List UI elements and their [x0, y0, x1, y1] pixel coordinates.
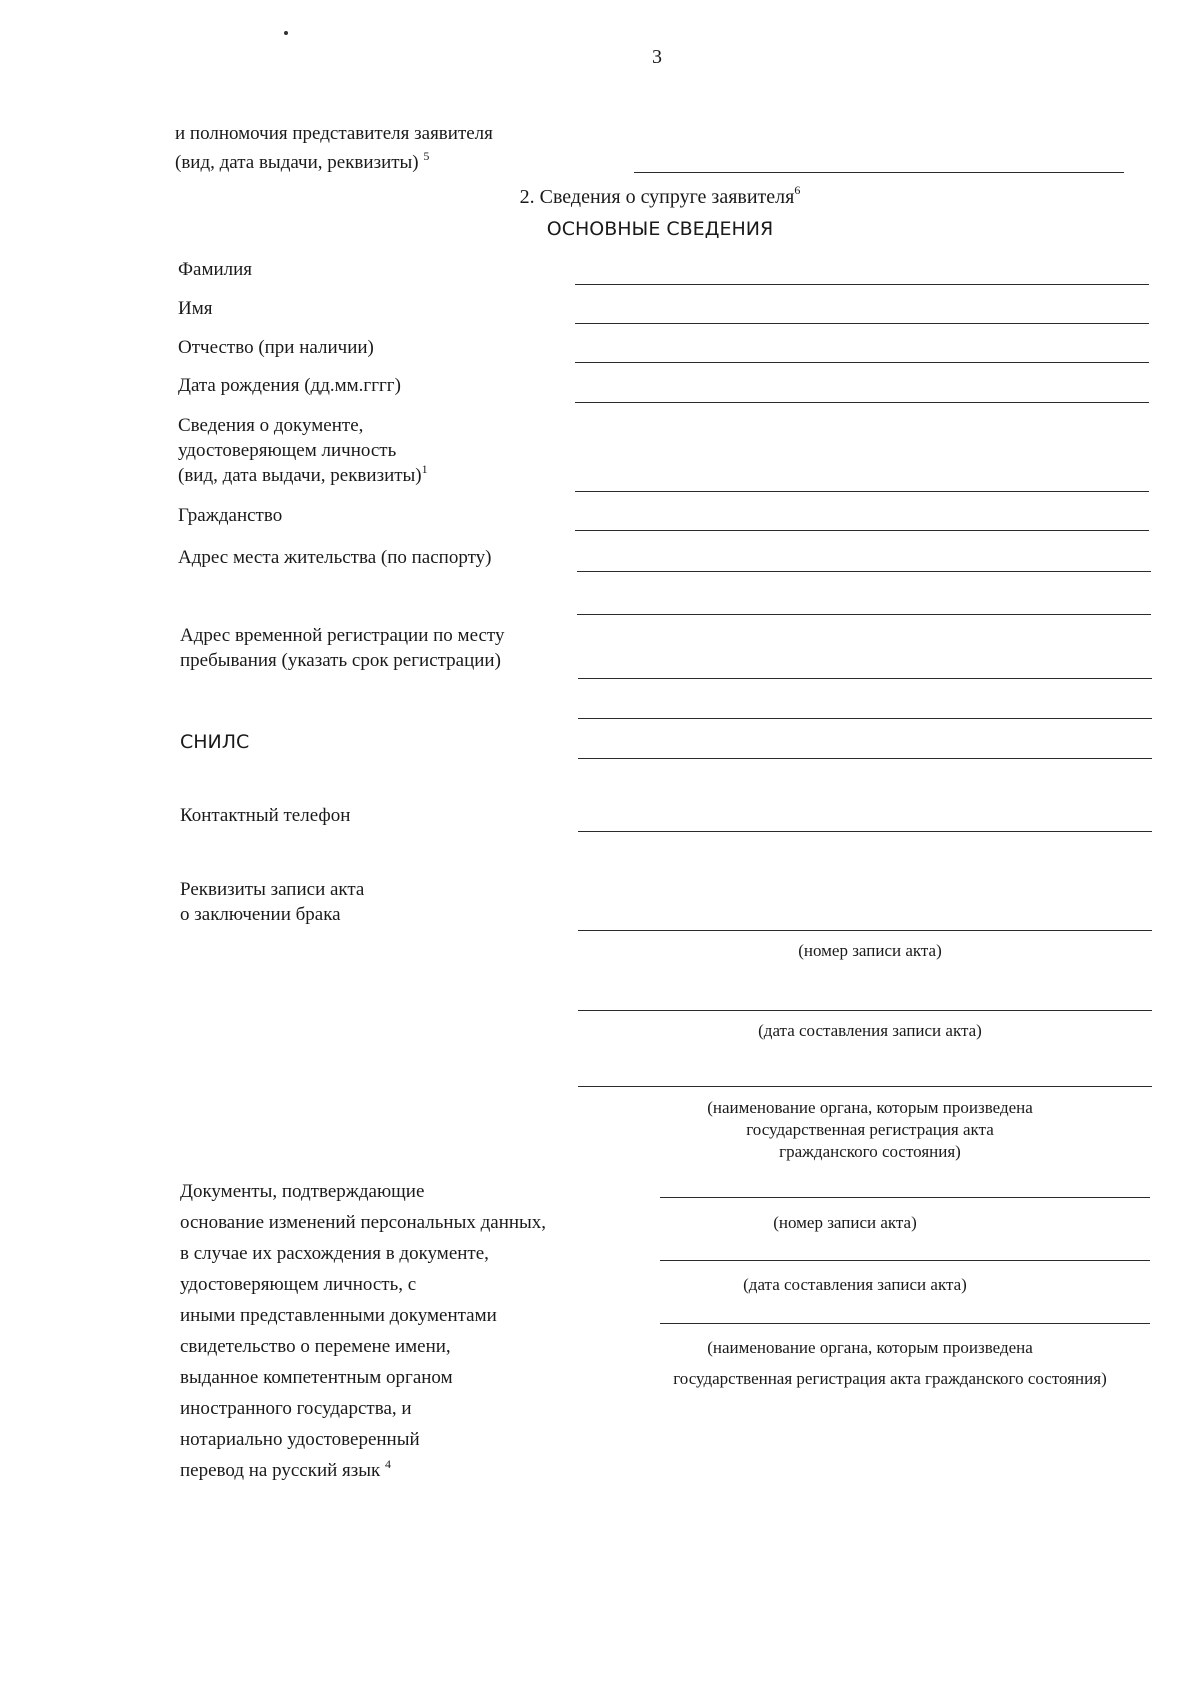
documents-label-line: основание изменений персональных данных,: [180, 1212, 547, 1233]
rep-powers-line[interactable]: [634, 172, 1124, 173]
documents-label-line: нотариально удостоверенный: [180, 1429, 420, 1450]
phone-line[interactable]: [578, 831, 1152, 832]
residence-line-2[interactable]: [577, 614, 1151, 615]
temp-reg-line-1[interactable]: [578, 678, 1152, 679]
section-title: 2. Сведения о супруге заявителя$^6$: [519, 183, 801, 208]
temp-reg-label-line1: Адрес временной регистрации по месту: [180, 625, 505, 646]
documents-label-line: в случае их расхождения в документе,: [180, 1243, 489, 1264]
phone-label: Контактный телефон: [180, 805, 351, 826]
documents-label-line: иными представленными документами: [180, 1305, 497, 1326]
documents-record-date-line[interactable]: [660, 1260, 1150, 1261]
documents-authority-caption-line2: государственная регистрация акта гражданского состояния): [673, 1369, 1107, 1388]
marriage-record-date-line[interactable]: [578, 1010, 1152, 1011]
documents-record-date-caption: (дата составления записи акта): [743, 1275, 967, 1294]
surname-label: Фамилия: [178, 259, 253, 280]
documents-label-line: выданное компетентным органом: [180, 1367, 453, 1388]
documents-label-line: иностранного государства, и: [180, 1398, 412, 1419]
page-number: 3: [652, 46, 662, 68]
residence-label: Адрес места жительства (по паспорту): [178, 547, 492, 568]
documents-label-last-line: перевод на русский язык $^4$: [180, 1456, 392, 1481]
marriage-authority-caption-line1: (наименование органа, которым произведена: [707, 1098, 1033, 1117]
patronymic-line[interactable]: [575, 362, 1149, 363]
marriage-authority-caption-line2: государственная регистрация акта: [746, 1120, 994, 1139]
snils-label: СНИЛС: [180, 731, 250, 753]
documents-label-line: Документы, подтверждающие: [180, 1181, 425, 1202]
marriage-authority-line[interactable]: [578, 1086, 1152, 1087]
documents-label-line: удостоверяющем личность, с: [180, 1274, 417, 1295]
footnote-ref: 5: [423, 148, 430, 163]
surname-line[interactable]: [575, 284, 1149, 285]
snils-line[interactable]: [578, 758, 1152, 759]
footnote-ref: 6: [794, 183, 801, 198]
name-line[interactable]: [575, 323, 1149, 324]
id-doc-label-line1: Сведения о документе,: [178, 415, 364, 436]
footnote-ref: 1: [421, 461, 428, 476]
documents-authority-caption-line1: (наименование органа, которым произведена: [707, 1338, 1033, 1357]
marriage-label-line2: о заключении брака: [180, 904, 341, 925]
rep-powers-label-line2: (вид, дата выдачи, реквизиты) $^5$: [175, 148, 430, 173]
citizenship-label: Гражданство: [178, 505, 283, 526]
marriage-record-number-line[interactable]: [578, 930, 1152, 931]
temp-reg-line-2[interactable]: [578, 718, 1152, 719]
marriage-record-date-caption: (дата составления записи акта): [758, 1021, 982, 1040]
marriage-record-number-caption: (номер записи акта): [798, 941, 942, 960]
documents-record-number-line[interactable]: [660, 1197, 1150, 1198]
temp-reg-label-line2: пребывания (указать срок регистрации): [180, 650, 501, 671]
name-label: Имя: [178, 298, 213, 319]
rep-powers-label-line1: и полномочия представителя заявителя: [175, 123, 493, 144]
id-doc-label-line3: (вид, дата выдачи, реквизиты)$^1$: [178, 461, 428, 486]
documents-record-number-caption: (номер записи акта): [773, 1213, 917, 1232]
marriage-authority-caption-line3: гражданского состояния): [779, 1142, 961, 1161]
residence-line-1[interactable]: [577, 571, 1151, 572]
section-subtitle: ОСНОВНЫЕ СВЕДЕНИЯ: [546, 218, 774, 240]
id-doc-line[interactable]: [575, 491, 1149, 492]
birth-date-line[interactable]: [575, 402, 1149, 403]
marriage-label-line1: Реквизиты записи акта: [180, 879, 365, 900]
citizenship-line[interactable]: [575, 530, 1149, 531]
patronymic-label: Отчество (при наличии): [178, 337, 374, 358]
documents-authority-line[interactable]: [660, 1323, 1150, 1324]
scan-dot: [284, 31, 288, 35]
id-doc-label-line2: удостоверяющем личность: [178, 440, 397, 461]
birth-date-label: Дата рождения (дд.мм.гггг): [178, 375, 401, 396]
footnote-ref: 4: [385, 1456, 392, 1471]
documents-label-line: свидетельство о перемене имени,: [180, 1336, 451, 1357]
